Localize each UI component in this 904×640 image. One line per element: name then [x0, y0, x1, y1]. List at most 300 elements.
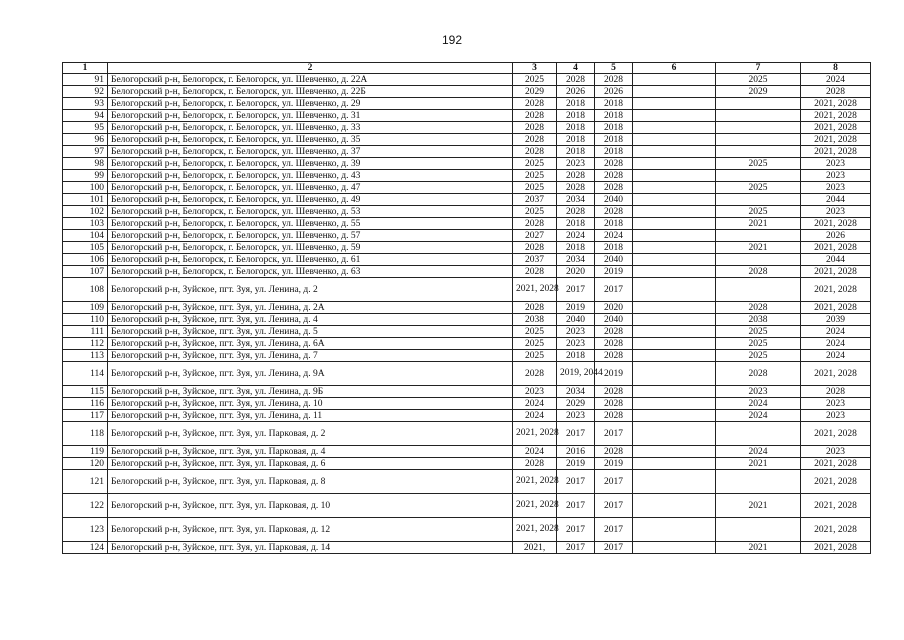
cell-col-3: 2024	[513, 410, 557, 422]
cell-col-4: 2019	[557, 458, 595, 470]
table-row	[63, 266, 871, 278]
cell-col-6	[633, 422, 716, 446]
cell-col-6	[633, 350, 716, 362]
cell-col-3: 2025	[513, 182, 557, 194]
cell-col-6	[633, 266, 716, 278]
cell-col-2: Белогорский р-н, Зуйское, пгт. Зуя, ул. Ленина, д. 11	[108, 410, 513, 422]
table-row	[63, 230, 871, 242]
cell-col-2: Белогорский р-н, Белогорск, г. Белогорск, ул. Шевченко, д. 53	[108, 206, 513, 218]
cell-col-7: 2023	[716, 386, 801, 398]
table-row	[63, 314, 871, 326]
cell-col-6	[633, 230, 716, 242]
cell-col-1: 113	[63, 350, 108, 362]
cell-col-4: 2016	[557, 446, 595, 458]
cell-col-5: 2017	[595, 422, 633, 446]
cell-col-8: 2021, 2028	[801, 98, 871, 110]
cell-col-2: Белогорский р-н, Белогорск, г. Белогорск, ул. Шевченко, д. 39	[108, 158, 513, 170]
cell-col-6	[633, 146, 716, 158]
cell-col-4: 2017	[557, 470, 595, 494]
cell-col-4: 2034	[557, 254, 595, 266]
cell-col-5: 2017	[595, 470, 633, 494]
cell-col-6	[633, 122, 716, 134]
table-row	[63, 326, 871, 338]
cell-col-5: 2040	[595, 314, 633, 326]
cell-col-4: 2017	[557, 422, 595, 446]
table-row	[63, 338, 871, 350]
cell-col-7: 2025	[716, 74, 801, 86]
cell-col-7: 2025	[716, 158, 801, 170]
table-row	[63, 542, 871, 554]
cell-col-4: 2018	[557, 146, 595, 158]
cell-col-1: 100	[63, 182, 108, 194]
cell-col-8: 2021, 2028	[801, 146, 871, 158]
table-row	[63, 146, 871, 158]
cell-col-8: 2044	[801, 194, 871, 206]
cell-col-4: 2023	[557, 326, 595, 338]
cell-col-8: 2039	[801, 314, 871, 326]
cell-col-4: 2018	[557, 218, 595, 230]
cell-col-4: 2028	[557, 74, 595, 86]
cell-col-5: 2018	[595, 242, 633, 254]
cell-col-7: 2021	[716, 542, 801, 554]
cell-col-5: 2017	[595, 518, 633, 542]
cell-col-1: 94	[63, 110, 108, 122]
table-row	[63, 218, 871, 230]
cell-col-4: 2018	[557, 350, 595, 362]
cell-col-1: 97	[63, 146, 108, 158]
cell-col-3: 2038	[513, 314, 557, 326]
cell-col-8: 2021, 2028	[801, 242, 871, 254]
cell-col-4: 2029	[557, 398, 595, 410]
cell-col-5: 2028	[595, 206, 633, 218]
cell-col-8: 2021, 2028	[801, 266, 871, 278]
cell-col-2: Белогорский р-н, Зуйское, пгт. Зуя, ул. Ленина, д. 2	[108, 278, 513, 302]
cell-col-2: Белогорский р-н, Зуйское, пгт. Зуя, ул. Ленина, д. 5	[108, 326, 513, 338]
cell-col-6	[633, 182, 716, 194]
cell-col-5: 2018	[595, 122, 633, 134]
cell-col-3: 2025	[513, 158, 557, 170]
cell-col-5: 2028	[595, 338, 633, 350]
table-row	[63, 398, 871, 410]
column-header-7: 7	[716, 63, 801, 74]
cell-col-7: 2024	[716, 398, 801, 410]
cell-col-7	[716, 122, 801, 134]
cell-col-4: 2026	[557, 86, 595, 98]
cell-col-7: 2028	[716, 362, 801, 386]
cell-col-8: 2021, 2028	[801, 278, 871, 302]
cell-col-7: 2028	[716, 302, 801, 314]
cell-col-2: Белогорский р-н, Белогорск, г. Белогорск, ул. Шевченко, д. 35	[108, 134, 513, 146]
table-row	[63, 134, 871, 146]
table-row	[63, 350, 871, 362]
cell-col-3: 2028	[513, 362, 557, 386]
cell-col-1: 93	[63, 98, 108, 110]
cell-col-7	[716, 422, 801, 446]
cell-col-8: 2024	[801, 74, 871, 86]
cell-col-3: 2023	[513, 386, 557, 398]
cell-col-5: 2019	[595, 458, 633, 470]
cell-col-6	[633, 362, 716, 386]
cell-col-8: 2028	[801, 86, 871, 98]
cell-col-2: Белогорский р-н, Белогорск, г. Белогорск, ул. Шевченко, д. 47	[108, 182, 513, 194]
cell-col-3: 2028	[513, 242, 557, 254]
cell-col-6	[633, 386, 716, 398]
cell-col-8: 2028	[801, 386, 871, 398]
cell-col-8: 2026	[801, 230, 871, 242]
cell-col-2: Белогорский р-н, Белогорск, г. Белогорск, ул. Шевченко, д. 55	[108, 218, 513, 230]
cell-col-7: 2025	[716, 206, 801, 218]
cell-col-4: 2034	[557, 194, 595, 206]
cell-col-7: 2021	[716, 458, 801, 470]
cell-col-8: 2021, 2028	[801, 542, 871, 554]
cell-col-1: 103	[63, 218, 108, 230]
cell-col-8: 2023	[801, 446, 871, 458]
cell-col-4: 2018	[557, 122, 595, 134]
cell-col-4: 2028	[557, 206, 595, 218]
cell-col-7	[716, 98, 801, 110]
cell-col-5: 2028	[595, 158, 633, 170]
cell-col-6	[633, 278, 716, 302]
cell-col-5: 2018	[595, 218, 633, 230]
cell-col-3: 2021, 2028	[513, 278, 557, 302]
table-row	[63, 98, 871, 110]
cell-col-6	[633, 134, 716, 146]
cell-col-7	[716, 518, 801, 542]
cell-col-3: 2028	[513, 266, 557, 278]
cell-col-7	[716, 146, 801, 158]
cell-col-5: 2028	[595, 326, 633, 338]
cell-col-4: 2017	[557, 518, 595, 542]
cell-col-8: 2021, 2028	[801, 518, 871, 542]
cell-col-8: 2021, 2028	[801, 362, 871, 386]
table-row	[63, 386, 871, 398]
cell-col-1: 98	[63, 158, 108, 170]
cell-col-8: 2024	[801, 350, 871, 362]
cell-col-1: 96	[63, 134, 108, 146]
cell-col-3: 2025	[513, 350, 557, 362]
cell-col-1: 92	[63, 86, 108, 98]
cell-col-8: 2021, 2028	[801, 134, 871, 146]
cell-col-4: 2028	[557, 182, 595, 194]
cell-col-2: Белогорский р-н, Зуйское, пгт. Зуя, ул. Ленина, д. 9А	[108, 362, 513, 386]
cell-col-7	[716, 278, 801, 302]
cell-col-1: 109	[63, 302, 108, 314]
table-row	[63, 410, 871, 422]
cell-col-8: 2023	[801, 410, 871, 422]
cell-col-6	[633, 74, 716, 86]
table-body	[63, 74, 871, 554]
cell-col-8: 2024	[801, 338, 871, 350]
column-header-4: 4	[557, 63, 595, 74]
cell-col-8: 2021, 2028	[801, 218, 871, 230]
page-number: 192	[441, 33, 463, 47]
cell-col-1: 116	[63, 398, 108, 410]
cell-col-5: 2018	[595, 110, 633, 122]
table-row	[63, 158, 871, 170]
cell-col-6	[633, 206, 716, 218]
table-row	[63, 518, 871, 542]
cell-col-5: 2040	[595, 254, 633, 266]
cell-col-3: 2028	[513, 98, 557, 110]
cell-col-2: Белогорский р-н, Белогорск, г. Белогорск, ул. Шевченко, д. 22Б	[108, 86, 513, 98]
cell-col-4: 2019	[557, 302, 595, 314]
cell-col-2: Белогорский р-н, Зуйское, пгт. Зуя, ул. Парковая, д. 10	[108, 494, 513, 518]
cell-col-2: Белогорский р-н, Зуйское, пгт. Зуя, ул. Парковая, д. 12	[108, 518, 513, 542]
cell-col-3: 2028	[513, 302, 557, 314]
cell-col-8: 2021, 2028	[801, 458, 871, 470]
cell-col-6	[633, 494, 716, 518]
column-header-2: 2	[108, 63, 513, 74]
table-header-row	[63, 63, 871, 74]
cell-col-2: Белогорский р-н, Белогорск, г. Белогорск, ул. Шевченко, д. 61	[108, 254, 513, 266]
table-row	[63, 422, 871, 446]
cell-col-8: 2044	[801, 254, 871, 266]
cell-col-6	[633, 470, 716, 494]
cell-col-5: 2018	[595, 146, 633, 158]
cell-col-1: 111	[63, 326, 108, 338]
cell-col-3: 2025	[513, 326, 557, 338]
cell-col-4: 2019, 2044	[557, 362, 595, 386]
cell-col-3: 2028	[513, 458, 557, 470]
cell-col-1: 110	[63, 314, 108, 326]
cell-col-2: Белогорский р-н, Зуйское, пгт. Зуя, ул. Ленина, д. 9Б	[108, 386, 513, 398]
cell-col-4: 2020	[557, 266, 595, 278]
cell-col-1: 105	[63, 242, 108, 254]
cell-col-6	[633, 98, 716, 110]
cell-col-4: 2018	[557, 134, 595, 146]
table-row	[63, 278, 871, 302]
cell-col-2: Белогорский р-н, Белогорск, г. Белогорск, ул. Шевченко, д. 29	[108, 98, 513, 110]
cell-col-7: 2021	[716, 494, 801, 518]
cell-col-6	[633, 458, 716, 470]
cell-col-5: 2020	[595, 302, 633, 314]
cell-col-8: 2023	[801, 398, 871, 410]
cell-col-3: 2025	[513, 74, 557, 86]
cell-col-7: 2025	[716, 350, 801, 362]
cell-col-5: 2019	[595, 362, 633, 386]
cell-col-1: 121	[63, 470, 108, 494]
cell-col-2: Белогорский р-н, Белогорск, г. Белогорск, ул. Шевченко, д. 63	[108, 266, 513, 278]
cell-col-4: 2017	[557, 278, 595, 302]
column-header-5: 5	[595, 63, 633, 74]
cell-col-1: 120	[63, 458, 108, 470]
cell-col-6	[633, 86, 716, 98]
cell-col-1: 102	[63, 206, 108, 218]
cell-col-8: 2021, 2028	[801, 422, 871, 446]
cell-col-6	[633, 158, 716, 170]
cell-col-7	[716, 254, 801, 266]
cell-col-1: 95	[63, 122, 108, 134]
table-row	[63, 206, 871, 218]
cell-col-5: 2018	[595, 98, 633, 110]
cell-col-6	[633, 314, 716, 326]
cell-col-5: 2024	[595, 230, 633, 242]
cell-col-2: Белогорский р-н, Белогорск, г. Белогорск, ул. Шевченко, д. 59	[108, 242, 513, 254]
cell-col-2: Белогорский р-н, Зуйское, пгт. Зуя, ул. Ленина, д. 7	[108, 350, 513, 362]
table-row	[63, 458, 871, 470]
cell-col-3: 2021, 2028	[513, 422, 557, 446]
cell-col-5: 2026	[595, 86, 633, 98]
cell-col-1: 108	[63, 278, 108, 302]
cell-col-2: Белогорский р-н, Белогорск, г. Белогорск, ул. Шевченко, д. 31	[108, 110, 513, 122]
table-row	[63, 122, 871, 134]
cell-col-6	[633, 242, 716, 254]
cell-col-3: 2021,	[513, 542, 557, 554]
cell-col-5: 2028	[595, 410, 633, 422]
cell-col-7	[716, 194, 801, 206]
cell-col-7: 2021	[716, 242, 801, 254]
cell-col-3: 2028	[513, 134, 557, 146]
cell-col-7: 2024	[716, 410, 801, 422]
cell-col-7: 2029	[716, 86, 801, 98]
cell-col-6	[633, 542, 716, 554]
table-row	[63, 194, 871, 206]
cell-col-4: 2034	[557, 386, 595, 398]
cell-col-6	[633, 326, 716, 338]
cell-col-5: 2019	[595, 266, 633, 278]
cell-col-2: Белогорский р-н, Зуйское, пгт. Зуя, ул. Парковая, д. 14	[108, 542, 513, 554]
cell-col-1: 119	[63, 446, 108, 458]
cell-col-7: 2038	[716, 314, 801, 326]
cell-col-5: 2017	[595, 278, 633, 302]
table-row	[63, 362, 871, 386]
cell-col-8: 2024	[801, 326, 871, 338]
table-row	[63, 182, 871, 194]
cell-col-4: 2018	[557, 110, 595, 122]
cell-col-6	[633, 194, 716, 206]
cell-col-5: 2017	[595, 494, 633, 518]
cell-col-1: 122	[63, 494, 108, 518]
cell-col-6	[633, 410, 716, 422]
cell-col-2: Белогорский р-н, Зуйское, пгт. Зуя, ул. Парковая, д. 4	[108, 446, 513, 458]
cell-col-4: 2023	[557, 338, 595, 350]
cell-col-5: 2017	[595, 542, 633, 554]
cell-col-3: 2028	[513, 110, 557, 122]
cell-col-3: 2027	[513, 230, 557, 242]
cell-col-8: 2023	[801, 182, 871, 194]
table-row	[63, 470, 871, 494]
cell-col-8: 2021, 2028	[801, 494, 871, 518]
cell-col-2: Белогорский р-н, Зуйское, пгт. Зуя, ул. Парковая, д. 6	[108, 458, 513, 470]
table-row	[63, 494, 871, 518]
cell-col-2: Белогорский р-н, Зуйское, пгт. Зуя, ул. Парковая, д. 8	[108, 470, 513, 494]
cell-col-3: 2037	[513, 254, 557, 266]
cell-col-6	[633, 518, 716, 542]
cell-col-4: 2024	[557, 230, 595, 242]
cell-col-3: 2028	[513, 218, 557, 230]
cell-col-2: Белогорский р-н, Белогорск, г. Белогорск, ул. Шевченко, д. 22А	[108, 74, 513, 86]
cell-col-3: 2024	[513, 446, 557, 458]
column-header-8: 8	[801, 63, 871, 74]
cell-col-5: 2028	[595, 386, 633, 398]
cell-col-4: 2028	[557, 170, 595, 182]
cell-col-1: 107	[63, 266, 108, 278]
cell-col-8: 2021, 2028	[801, 110, 871, 122]
cell-col-3: 2025	[513, 170, 557, 182]
cell-col-3: 2025	[513, 338, 557, 350]
cell-col-7	[716, 230, 801, 242]
cell-col-5: 2028	[595, 446, 633, 458]
cell-col-8: 2023	[801, 158, 871, 170]
cell-col-3: 2028	[513, 122, 557, 134]
cell-col-4: 2040	[557, 314, 595, 326]
cell-col-4: 2023	[557, 410, 595, 422]
cell-col-3: 2028	[513, 146, 557, 158]
cell-col-6	[633, 110, 716, 122]
cell-col-8: 2023	[801, 206, 871, 218]
cell-col-2: Белогорский р-н, Белогорск, г. Белогорск, ул. Шевченко, д. 43	[108, 170, 513, 182]
cell-col-1: 118	[63, 422, 108, 446]
cell-col-8: 2023	[801, 170, 871, 182]
cell-col-3: 2021, 2028	[513, 518, 557, 542]
cell-col-7: 2025	[716, 182, 801, 194]
cell-col-1: 114	[63, 362, 108, 386]
cell-col-7: 2028	[716, 266, 801, 278]
cell-col-6	[633, 302, 716, 314]
cell-col-5: 2028	[595, 170, 633, 182]
cell-col-7	[716, 134, 801, 146]
cell-col-5: 2028	[595, 74, 633, 86]
cell-col-7	[716, 110, 801, 122]
cell-col-4: 2017	[557, 494, 595, 518]
cell-col-1: 123	[63, 518, 108, 542]
cell-col-5: 2028	[595, 182, 633, 194]
table-row	[63, 302, 871, 314]
cell-col-3: 2029	[513, 86, 557, 98]
cell-col-6	[633, 254, 716, 266]
cell-col-7: 2024	[716, 446, 801, 458]
cell-col-6	[633, 170, 716, 182]
cell-col-8: 2021, 2028	[801, 302, 871, 314]
cell-col-7: 2025	[716, 338, 801, 350]
cell-col-7: 2021	[716, 218, 801, 230]
cell-col-6	[633, 218, 716, 230]
table-row	[63, 242, 871, 254]
table-row	[63, 74, 871, 86]
column-header-6: 6	[633, 63, 716, 74]
cell-col-6	[633, 398, 716, 410]
cell-col-1: 101	[63, 194, 108, 206]
cell-col-8: 2021, 2028	[801, 122, 871, 134]
cell-col-2: Белогорский р-н, Зуйское, пгт. Зуя, ул. Ленина, д. 10	[108, 398, 513, 410]
cell-col-8: 2021, 2028	[801, 470, 871, 494]
cell-col-3: 2025	[513, 206, 557, 218]
cell-col-1: 124	[63, 542, 108, 554]
cell-col-4: 2018	[557, 98, 595, 110]
cell-col-3: 2021, 2028	[513, 494, 557, 518]
cell-col-1: 99	[63, 170, 108, 182]
cell-col-3: 2021, 2028	[513, 470, 557, 494]
cell-col-3: 2024	[513, 398, 557, 410]
cell-col-5: 2018	[595, 134, 633, 146]
cell-col-4: 2017	[557, 542, 595, 554]
table-row	[63, 86, 871, 98]
cell-col-5: 2028	[595, 398, 633, 410]
cell-col-3: 2037	[513, 194, 557, 206]
cell-col-7	[716, 470, 801, 494]
cell-col-1: 106	[63, 254, 108, 266]
cell-col-2: Белогорский р-н, Зуйское, пгт. Зуя, ул. Ленина, д. 4	[108, 314, 513, 326]
cell-col-2: Белогорский р-н, Белогорск, г. Белогорск, ул. Шевченко, д. 37	[108, 146, 513, 158]
cell-col-5: 2028	[595, 350, 633, 362]
cell-col-7	[716, 170, 801, 182]
cell-col-2: Белогорский р-н, Зуйское, пгт. Зуя, ул. Ленина, д. 2А	[108, 302, 513, 314]
cell-col-2: Белогорский р-н, Белогорск, г. Белогорск, ул. Шевченко, д. 57	[108, 230, 513, 242]
cell-col-4: 2023	[557, 158, 595, 170]
cell-col-6	[633, 446, 716, 458]
housing-registry-table	[62, 62, 871, 554]
column-header-1: 1	[63, 63, 108, 74]
